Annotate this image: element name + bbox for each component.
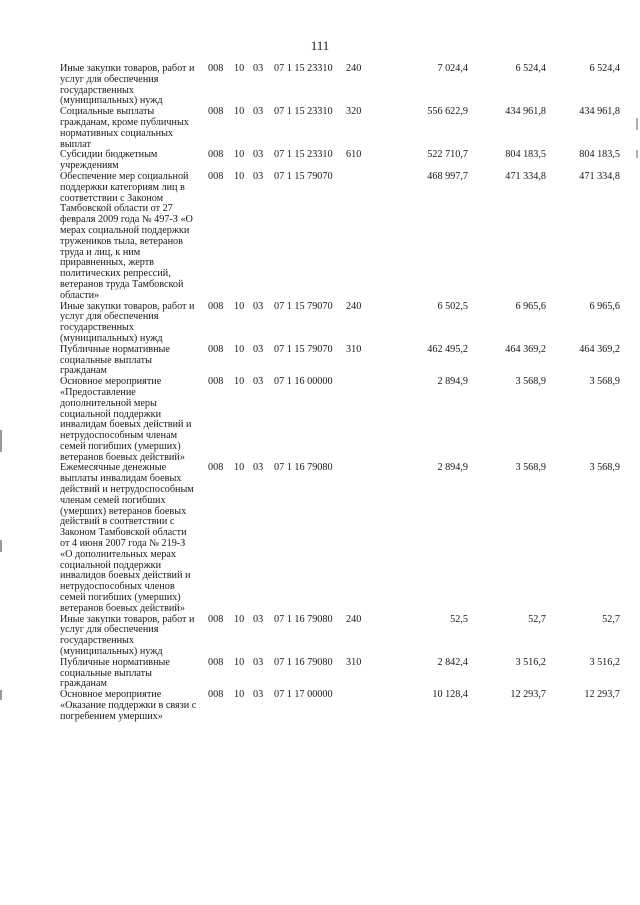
amount-year2-cell: 434 961,8 (505, 106, 546, 118)
dept-code-cell: 008 (208, 656, 224, 668)
subsection-code-cell: 03 (253, 613, 264, 625)
scan-edge-mark (0, 430, 2, 452)
dept-code-cell: 008 (208, 149, 224, 161)
scan-edge-mark (0, 690, 2, 700)
subsection-code-cell: 03 (253, 106, 264, 118)
dept-code-cell: 008 (208, 343, 224, 355)
section-code-cell: 10 (234, 656, 245, 668)
amount-year2-cell: 52,7 (528, 613, 546, 625)
amount-year3-cell: 471 334,8 (579, 170, 620, 182)
amount-year3-cell: 3 568,9 (589, 462, 620, 474)
amount-year3-cell: 804 183,5 (579, 149, 620, 161)
budget-table (60, 64, 620, 723)
target-article-cell: 07 1 17 00000 (274, 689, 333, 701)
expenditure-name-cell: Иные закупки товаров, работ и услуг для обеспечения государственных (муниципальных) нужд (60, 300, 195, 344)
amount-year2-cell: 6 965,6 (515, 300, 546, 312)
dept-code-cell: 008 (208, 170, 224, 182)
table-row (60, 377, 620, 463)
target-article-cell: 07 1 15 23310 (274, 106, 333, 118)
amount-year2-cell: 3 516,2 (515, 656, 546, 668)
target-article-cell: 07 1 15 23310 (274, 63, 333, 74)
expense-type-cell: 310 (346, 656, 362, 668)
dept-code-cell: 008 (208, 300, 224, 312)
amount-year1-cell: 2 894,9 (437, 376, 468, 388)
scan-edge-mark (636, 118, 638, 130)
amount-year2-cell: 12 293,7 (510, 689, 546, 701)
subsection-code-cell: 03 (253, 689, 264, 701)
expense-type-cell: 240 (346, 613, 362, 625)
section-code-cell: 10 (234, 63, 245, 74)
amount-year1-cell: 10 128,4 (432, 689, 468, 701)
expenditure-name-cell: Иные закупки товаров, работ и услуг для обеспечения государственных (муниципальных) нужд (60, 613, 195, 658)
expense-type-cell: 240 (346, 63, 362, 74)
dept-code-cell: 008 (208, 689, 224, 701)
dept-code-cell: 008 (208, 63, 224, 74)
subsection-code-cell: 03 (253, 63, 264, 74)
expenditure-name-cell: Основное мероприятие «Оказание поддержки в связи с погребением умерших» (60, 689, 197, 722)
amount-year2-cell: 471 334,8 (505, 170, 546, 182)
table-row (60, 172, 620, 302)
section-code-cell: 10 (234, 613, 245, 625)
amount-year3-cell: 434 961,8 (579, 106, 620, 118)
section-code-cell: 10 (234, 170, 245, 182)
amount-year2-cell: 804 183,5 (505, 149, 546, 161)
section-code-cell: 10 (234, 106, 245, 118)
dept-code-cell: 008 (208, 106, 224, 118)
amount-year3-cell: 6 965,6 (589, 300, 620, 312)
amount-year3-cell: 6 524,4 (589, 63, 620, 74)
amount-year3-cell: 52,7 (602, 613, 620, 625)
expenditure-name-cell: Социальные выплаты гражданам, кроме публичных нормативных социальных выплат (60, 106, 189, 150)
table-row (60, 64, 620, 107)
amount-year3-cell: 464 369,2 (579, 343, 620, 355)
amount-year2-cell: 464 369,2 (505, 343, 546, 355)
amount-year2-cell: 3 568,9 (515, 376, 546, 388)
table-row (60, 107, 620, 150)
table-row (60, 690, 620, 722)
expenditure-name-cell: Основное мероприятие «Предоставление дополнительной меры социальной поддержки инвалидам боевых действий и нетрудоспособным членам семей погибших (умерших) ветеранов боевых действий» (60, 376, 192, 463)
table-row (60, 150, 620, 172)
subsection-code-cell: 03 (253, 149, 264, 161)
target-article-cell: 07 1 15 79070 (274, 170, 333, 182)
scan-edge-mark (636, 150, 638, 158)
expense-type-cell: 320 (346, 106, 362, 118)
amount-year1-cell: 2 842,4 (437, 656, 468, 668)
scan-edge-mark (0, 540, 2, 552)
subsection-code-cell: 03 (253, 343, 264, 355)
amount-year1-cell: 462 495,2 (427, 343, 468, 355)
table-row (60, 463, 620, 614)
section-code-cell: 10 (234, 689, 245, 701)
page-number: 111 (310, 38, 330, 53)
amount-year1-cell: 468 997,7 (427, 170, 468, 182)
table-row (60, 658, 620, 690)
amount-year1-cell: 2 894,9 (437, 462, 468, 474)
dept-code-cell: 008 (208, 462, 224, 474)
table-row (60, 302, 620, 345)
expenditure-name-cell: Публичные нормативные социальные выплаты гражданам (60, 656, 170, 690)
section-code-cell: 10 (234, 300, 245, 312)
table-row (60, 615, 620, 658)
subsection-code-cell: 03 (253, 656, 264, 668)
dept-code-cell: 008 (208, 376, 224, 388)
subsection-code-cell: 03 (253, 170, 264, 182)
target-article-cell: 07 1 16 79080 (274, 656, 333, 668)
amount-year2-cell: 6 524,4 (515, 63, 546, 74)
expense-type-cell: 610 (346, 149, 362, 161)
expense-type-cell: 240 (346, 300, 362, 312)
dept-code-cell: 008 (208, 613, 224, 625)
expenditure-name-cell: Обеспечение мер социальной поддержки категориям лиц в соответствии с Законом Тамбовской области от 27 февраля 2009 года № 497-З «О мерах социальной поддержки тружеников тыла, ветеранов труда и лиц, к ним приравненных, жертв политических репрессий, ветеранов труда Тамбовской области» (60, 170, 193, 301)
table-row (60, 345, 620, 377)
target-article-cell: 07 1 15 23310 (274, 149, 333, 161)
subsection-code-cell: 03 (253, 376, 264, 388)
amount-year3-cell: 12 293,7 (584, 689, 620, 701)
section-code-cell: 10 (234, 343, 245, 355)
subsection-code-cell: 03 (253, 462, 264, 474)
expenditure-name-cell: Субсидии бюджетным учреждениям (60, 149, 158, 172)
target-article-cell: 07 1 16 79080 (274, 462, 333, 474)
amount-year1-cell: 7 024,4 (437, 63, 468, 74)
amount-year1-cell: 6 502,5 (437, 300, 468, 312)
section-code-cell: 10 (234, 376, 245, 388)
expense-type-cell: 310 (346, 343, 362, 355)
amount-year1-cell: 522 710,7 (427, 149, 468, 161)
amount-year1-cell: 52,5 (450, 613, 468, 625)
target-article-cell: 07 1 15 79070 (274, 300, 333, 312)
expenditure-name-cell: Публичные нормативные социальные выплаты гражданам (60, 343, 170, 377)
section-code-cell: 10 (234, 462, 245, 474)
target-article-cell: 07 1 16 79080 (274, 613, 333, 625)
amount-year3-cell: 3 516,2 (589, 656, 620, 668)
amount-year1-cell: 556 622,9 (427, 106, 468, 118)
expenditure-name-cell: Ежемесячные денежные выплаты инвалидам боевых действий и нетрудоспособным членам семей погибших (умерших) ветеранов боевых действий в соответствии с Законом Тамбовской области от 4 июня 2007 года № 219-З «О дополнительных мерах социальной поддержки инвалидов боевых действий и нетрудоспособных членов семей погибших (умерших) ветеранов боевых действий» (60, 462, 194, 614)
amount-year3-cell: 3 568,9 (589, 376, 620, 388)
target-article-cell: 07 1 16 00000 (274, 376, 333, 388)
expenditure-name-cell: Иные закупки товаров, работ и услуг для обеспечения государственных (муниципальных) нужд (60, 63, 195, 107)
section-code-cell: 10 (234, 149, 245, 161)
subsection-code-cell: 03 (253, 300, 264, 312)
target-article-cell: 07 1 15 79070 (274, 343, 333, 355)
amount-year2-cell: 3 568,9 (515, 462, 546, 474)
